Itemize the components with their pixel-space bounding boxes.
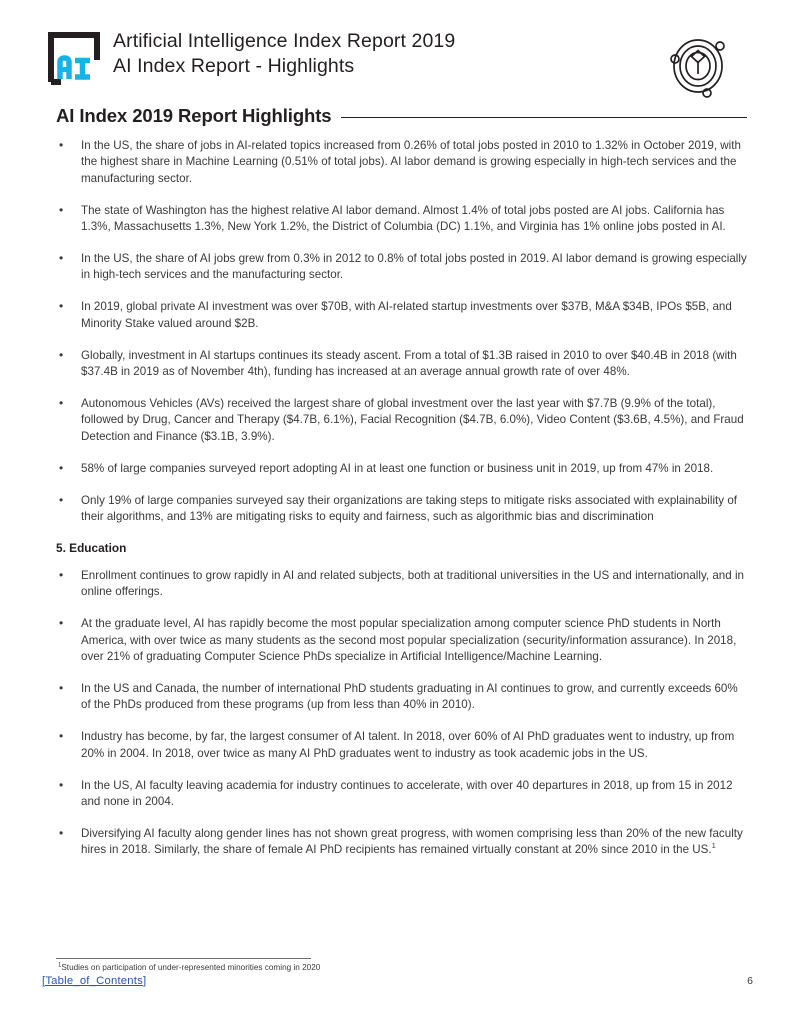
footnote xyxy=(58,962,320,974)
list-item: • At the graduate level, AI has rapidly become the most popular specialization among computer science PhD students in North America, with over twice as many students as the second most popular specialization (security/information assurance). In 2018, over 21% of graduating Computer Science PhDs specialize in Artificial Intelligence/Machine Learning. xyxy=(56,616,747,665)
footnote-divider xyxy=(56,958,311,959)
header-left-group xyxy=(45,28,759,86)
list-item: • In the US and Canada, the number of international PhD students graduating in AI continues to grow, and currently exceeds 60% of the PhDs produced from these programs (up from less than 40% in 2010). xyxy=(56,681,747,714)
list-item-text: Diversifying AI faculty along gender lines has not shown great progress, with women comprising less than 20% of the new faculty hires in 2018. Similarly, the share of female AI PhD recipients has remained virtually constant at 20% since 2010 in the US. xyxy=(81,826,743,857)
page-header xyxy=(45,28,759,100)
subsection-heading-education: 5. Education xyxy=(56,540,127,555)
list-item: • Enrollment continues to grow rapidly in AI and related subjects, both at traditional universities in the US and internationally, and in online offerings. xyxy=(56,568,747,601)
list-item: • Globally, investment in AI startups continues its steady ascent. From a total of $1.3B raised in 2010 to over $40.4B in 2018 (with $37.4B in 2019 as of November 4th), funding has increased at an average annual growth rate of over 48%. xyxy=(56,348,747,381)
table-of-contents-link[interactable]: [Table_of_Contents] xyxy=(42,975,147,987)
report-subtitle: AI Index Report - Highlights xyxy=(113,55,355,77)
page-number: 6 xyxy=(747,975,753,987)
ai-index-logo-icon xyxy=(45,30,103,86)
report-title: Artificial Intelligence Index Report 2019 xyxy=(113,30,456,52)
list-item: • In 2019, global private AI investment was over $70B, with AI-related startup investments over $37B, M&A $34B, IPOs $5B, and Minority Stake valued around $2B. xyxy=(56,299,747,332)
list-item: • 58% of large companies surveyed report adopting AI in at least one function or business unit in 2019, up from 47% in 2018. xyxy=(56,461,747,477)
list-item: • Autonomous Vehicles (AVs) received the largest share of global investment over the last year with $7.7B (9.9% of the total), followed by Drug, Cancer and Therapy ($4.7B, 6.1%), Facial Recognition ($4.7B, 6.0%), Video Content ($3.6B, 4.5%), and Fraud Detection and Finance ($3.1B, 3.9%). xyxy=(56,396,747,445)
list-item: • Industry has become, by far, the largest consumer of AI talent. In 2018, over 60% of AI PhD graduates went to industry, up from 20% in 2004. In 2018, over twice as many AI PhD graduates went to industry as took academic jobs in the US. xyxy=(56,729,747,762)
ai-index-emblem-icon xyxy=(667,28,729,100)
education-list xyxy=(56,568,747,859)
list-item: • In the US, the share of jobs in AI-related topics increased from 0.26% of total jobs posted in 2010 to 1.32% in October 2019, with the highest share in Machine Learning (0.51% of total jobs). AI labor demand is growing especially in high-tech services and the manufacturing sector. xyxy=(56,138,747,187)
footnote-number: 1 xyxy=(58,962,62,969)
list-item-with-footnote xyxy=(56,826,747,859)
list-item: • In the US, AI faculty leaving academia for industry continues to accelerate, with over 40 departures in 2018, up from 15 in 2012 and none in 2004. xyxy=(56,778,747,811)
heading-divider xyxy=(341,117,747,119)
highlights-list xyxy=(56,138,747,525)
footnote-text: Studies on participation of under-represented minorities coming in 2020 xyxy=(61,963,321,972)
header-title-block xyxy=(113,28,455,79)
footnote-marker[interactable]: 1 xyxy=(711,841,716,851)
document-body xyxy=(56,138,747,874)
page-title: AI Index 2019 Report Highlights xyxy=(56,105,332,126)
list-item: • Only 19% of large companies surveyed say their organizations are taking steps to mitigate risks associated with explainability of their algorithms, and 13% are mitigating risks to equity and fairness, such as algorithmic bias and discrimination xyxy=(56,493,747,526)
list-item: • In the US, the share of AI jobs grew from 0.3% in 2012 to 0.8% of total jobs posted in 2019. AI labor demand is growing especially in high-tech services and the manufacturing sector. xyxy=(56,251,747,284)
section-heading-row xyxy=(56,105,747,127)
list-item: • The state of Washington has the highest relative AI labor demand. Almost 1.4% of total jobs posted are AI jobs. California has 1.3%, Massachusetts 1.3%, New York 1.2%, the District of Columbia (DC) 1.1%, and Virginia has 1% online jobs posted in AI. xyxy=(56,203,747,236)
